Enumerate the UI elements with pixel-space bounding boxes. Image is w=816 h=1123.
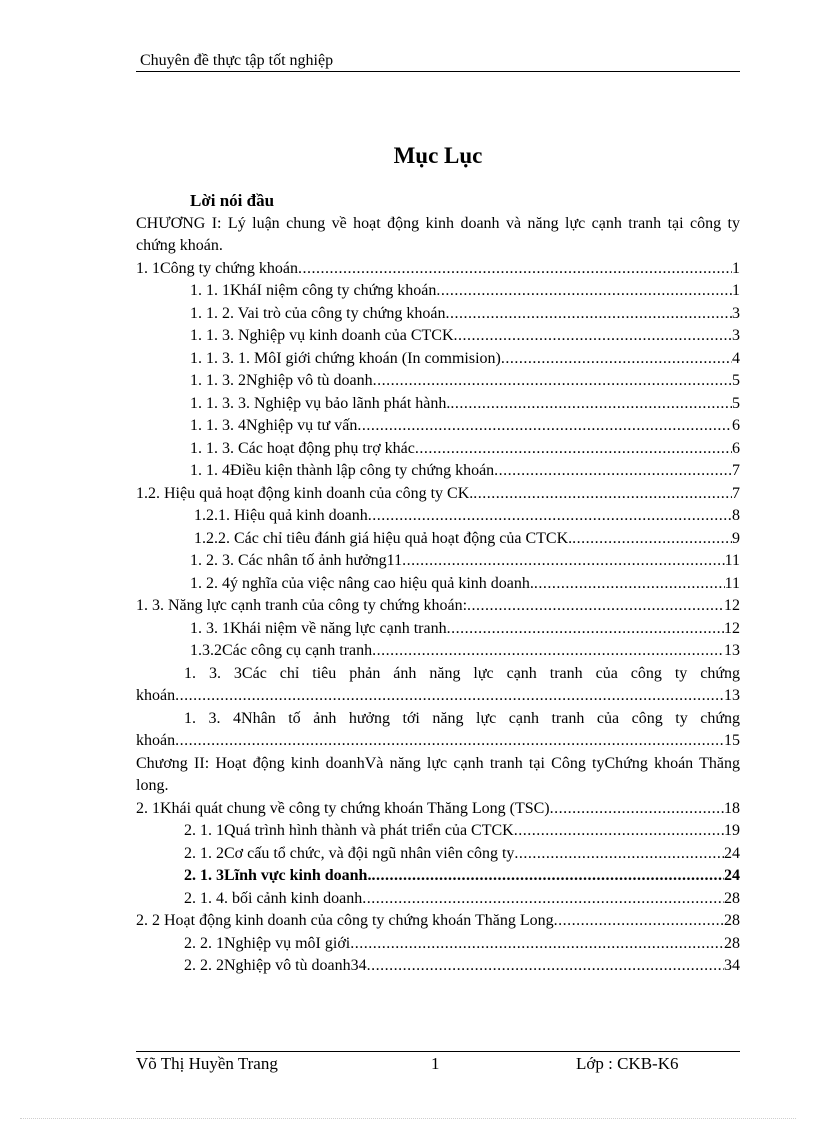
toc-entry[interactable]: 1. 1. 4Điều kiện thành lập công ty chứng khoán ..... 7 xyxy=(136,460,740,483)
toc-entry[interactable]: 1.2.2. Các chỉ tiêu đánh giá hiệu quả hoạt động của CTCK. ..... 9 xyxy=(136,528,740,551)
class-label: Lớp : CKB-K6 xyxy=(576,1054,679,1073)
toc-entry[interactable]: 2. 1. 3Lĩnh vực kinh doanh. ..... 24 xyxy=(136,865,740,888)
toc-entry[interactable]: 2. 1Khái quát chung về công ty chứng khoán Thăng Long (TSC) ..... 18 xyxy=(136,798,740,821)
toc-entry[interactable]: 1. 1. 3. Các hoạt động phụ trợ khác ..... 6 xyxy=(136,438,740,461)
author-name: Võ Thị Huyền Trang xyxy=(136,1054,278,1073)
toc-entry-line1[interactable]: 1. 3. 3Các chỉ tiêu phản ánh năng lực cạnh tranh của công ty chứng xyxy=(184,664,740,682)
header-text: Chuyên đề thực tập tốt nghiệp xyxy=(140,52,334,69)
page-header xyxy=(136,50,740,72)
toc-chapter-2: Chương II: Hoạt động kinh doanhVà năng lực cạnh tranh tại Công tyChứng khoán Thăng long. xyxy=(136,754,740,794)
toc-entry[interactable]: 1. 2. 4ý nghĩa của việc nâng cao hiệu quả kinh doanh. ..... 11 xyxy=(136,573,740,596)
toc-entry-line1[interactable]: 1. 3. 4Nhân tố ảnh hưởng tới năng lực cạnh tranh của công ty chứng xyxy=(184,709,740,727)
toc-entry[interactable]: 1. 1. 3. 1. MôI giới chứng khoán (In commision) ..... 4 xyxy=(136,348,740,371)
page-footer xyxy=(136,1051,740,1078)
table-of-contents xyxy=(136,190,740,978)
toc-entry[interactable]: 2. 1. 2Cơ cấu tổ chức, và đội ngũ nhân viên công ty ..... 24 xyxy=(136,843,740,866)
toc-entry[interactable]: khoán ..... 15 xyxy=(136,730,740,753)
toc-chapter-1: CHƯƠNG I: Lý luận chung về hoạt động kinh doanh và năng lực cạnh tranh tại công ty chứng khoán. xyxy=(136,214,740,254)
toc-entry[interactable]: 1. 1. 3. 4Nghiệp vụ tư vấn ..... 6 xyxy=(136,415,740,438)
toc-entry[interactable]: 2. 2 Hoạt động kinh doanh của công ty chứng khoán Thăng Long ..... 28 xyxy=(136,910,740,933)
toc-intro: Lời nói đầu xyxy=(190,191,275,210)
toc-entry[interactable]: 2. 2. 2Nghiệp vô tù doanh34 ..... 34 xyxy=(136,955,740,978)
toc-entry[interactable]: 1. 3. Năng lực cạnh tranh của công ty chứng khoán: ..... 12 xyxy=(136,595,740,618)
toc-entry[interactable]: 1. 3. 1Khái niệm về năng lực cạnh tranh ..... 12 xyxy=(136,618,740,641)
toc-entry[interactable]: 1. 1. 3. Nghiệp vụ kinh doanh của CTCK ..... 3 xyxy=(136,325,740,348)
toc-entry[interactable]: 1.2. Hiệu quả hoạt động kinh doanh của công ty CK. ..... 7 xyxy=(136,483,740,506)
toc-entry[interactable]: 1. 1. 3. 3. Nghiệp vụ bảo lãnh phát hành. ..... 5 xyxy=(136,393,740,416)
toc-entry[interactable]: 2. 1. 4. bối cảnh kinh doanh ..... 28 xyxy=(136,888,740,911)
toc-entry[interactable]: khoán ..... 13 xyxy=(136,685,740,708)
page-title: Mục Lục xyxy=(393,143,483,168)
toc-entry[interactable]: 1.2.1. Hiệu quả kinh doanh ..... 8 xyxy=(136,505,740,528)
toc-entry[interactable]: 2. 1. 1Quá trình hình thành và phát triển của CTCK ..... 19 xyxy=(136,820,740,843)
toc-entry[interactable]: 1. 1. 3. 2Nghiệp vô tù doanh ..... 5 xyxy=(136,370,740,393)
toc-entry[interactable]: 1. 1. 2. Vai trò của công ty chứng khoán ..... 3 xyxy=(136,303,740,326)
toc-entry[interactable]: 2. 2. 1Nghiệp vụ môI giới ..... 28 xyxy=(136,933,740,956)
toc-entry[interactable]: 1.3.2Các công cụ cạnh tranh ..... 13 xyxy=(136,640,740,663)
page-edge-divider xyxy=(20,1118,796,1119)
toc-entry[interactable]: 1. 2. 3. Các nhân tố ảnh hưởng11 ..... 11 xyxy=(136,550,740,573)
toc-entry[interactable]: 1. 1. 1KháI niệm công ty chứng khoán ..... 1 xyxy=(136,280,740,303)
toc-entry[interactable]: 1. 1Công ty chứng khoán ..... 1 xyxy=(136,258,740,281)
page-number: 1 xyxy=(431,1054,440,1073)
